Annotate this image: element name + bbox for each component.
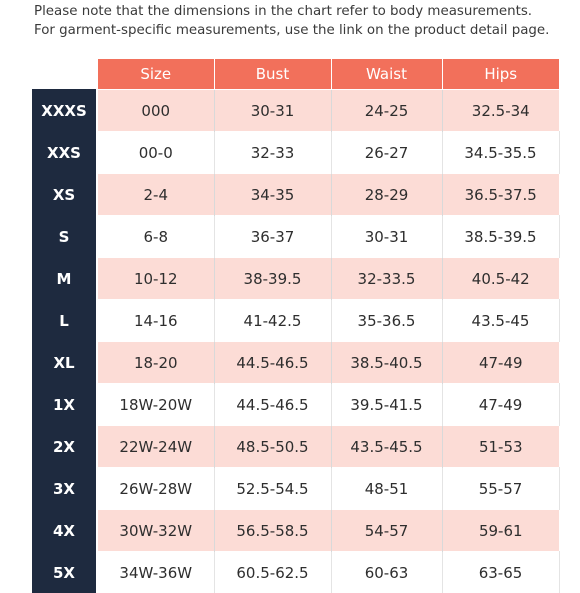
row-size-label: S	[32, 216, 97, 258]
bust-cell: 36-37	[214, 216, 331, 258]
waist-cell: 32-33.5	[331, 258, 442, 300]
waist-cell: 39.5-41.5	[331, 384, 442, 426]
table-row	[32, 258, 559, 300]
header-bust: Bust	[214, 59, 331, 90]
hips-cell: 43.5-45	[442, 300, 559, 342]
table-row	[32, 174, 559, 216]
waist-cell: 24-25	[331, 90, 442, 132]
table-row	[32, 426, 559, 468]
row-size-label: 3X	[32, 468, 97, 510]
header-waist: Waist	[331, 59, 442, 90]
size-cell: 22W-24W	[97, 426, 214, 468]
waist-cell: 48-51	[331, 468, 442, 510]
waist-cell: 38.5-40.5	[331, 342, 442, 384]
row-size-label: 1X	[32, 384, 97, 426]
table-row	[32, 216, 559, 258]
waist-cell: 28-29	[331, 174, 442, 216]
table-row	[32, 300, 559, 342]
hips-cell: 63-65	[442, 552, 559, 593]
row-size-label: 2X	[32, 426, 97, 468]
bust-cell: 41-42.5	[214, 300, 331, 342]
waist-cell: 54-57	[331, 510, 442, 552]
size-chart-table	[32, 59, 560, 593]
hips-cell: 38.5-39.5	[442, 216, 559, 258]
table-row	[32, 552, 559, 593]
bust-cell: 30-31	[214, 90, 331, 132]
hips-cell: 47-49	[442, 342, 559, 384]
hips-cell: 51-53	[442, 426, 559, 468]
size-cell: 10-12	[97, 258, 214, 300]
waist-cell: 60-63	[331, 552, 442, 593]
measurement-note	[34, 2, 574, 40]
bust-cell: 56.5-58.5	[214, 510, 331, 552]
size-cell: 34W-36W	[97, 552, 214, 593]
row-size-label: 4X	[32, 510, 97, 552]
waist-cell: 43.5-45.5	[331, 426, 442, 468]
size-cell: 2-4	[97, 174, 214, 216]
table-row	[32, 342, 559, 384]
table-row	[32, 384, 559, 426]
note-line-1: Please note that the dimensions in the chart refer to body measurements.	[34, 2, 574, 21]
size-cell: 00-0	[97, 132, 214, 174]
row-size-label: M	[32, 258, 97, 300]
waist-cell: 30-31	[331, 216, 442, 258]
bust-cell: 60.5-62.5	[214, 552, 331, 593]
row-size-label: L	[32, 300, 97, 342]
hips-cell: 32.5-34	[442, 90, 559, 132]
hips-cell: 47-49	[442, 384, 559, 426]
bust-cell: 32-33	[214, 132, 331, 174]
table-row	[32, 468, 559, 510]
size-cell: 26W-28W	[97, 468, 214, 510]
size-cell: 18W-20W	[97, 384, 214, 426]
row-size-label: XXS	[32, 132, 97, 174]
bust-cell: 38-39.5	[214, 258, 331, 300]
row-size-label: XXXS	[32, 90, 97, 132]
hips-cell: 36.5-37.5	[442, 174, 559, 216]
size-cell: 6-8	[97, 216, 214, 258]
table-row	[32, 132, 559, 174]
bust-cell: 44.5-46.5	[214, 342, 331, 384]
waist-cell: 35-36.5	[331, 300, 442, 342]
header-corner	[32, 59, 97, 90]
table-header-row	[32, 59, 559, 90]
size-cell: 18-20	[97, 342, 214, 384]
size-cell: 000	[97, 90, 214, 132]
hips-cell: 55-57	[442, 468, 559, 510]
row-size-label: XL	[32, 342, 97, 384]
hips-cell: 34.5-35.5	[442, 132, 559, 174]
waist-cell: 26-27	[331, 132, 442, 174]
table-row	[32, 510, 559, 552]
bust-cell: 48.5-50.5	[214, 426, 331, 468]
header-hips: Hips	[442, 59, 559, 90]
row-size-label: XS	[32, 174, 97, 216]
note-line-2: For garment-specific measurements, use the link on the product detail page.	[34, 21, 574, 40]
bust-cell: 34-35	[214, 174, 331, 216]
size-cell: 30W-32W	[97, 510, 214, 552]
header-size: Size	[97, 59, 214, 90]
table-row	[32, 90, 559, 132]
hips-cell: 59-61	[442, 510, 559, 552]
bust-cell: 52.5-54.5	[214, 468, 331, 510]
size-cell: 14-16	[97, 300, 214, 342]
row-size-label: 5X	[32, 552, 97, 593]
hips-cell: 40.5-42	[442, 258, 559, 300]
bust-cell: 44.5-46.5	[214, 384, 331, 426]
